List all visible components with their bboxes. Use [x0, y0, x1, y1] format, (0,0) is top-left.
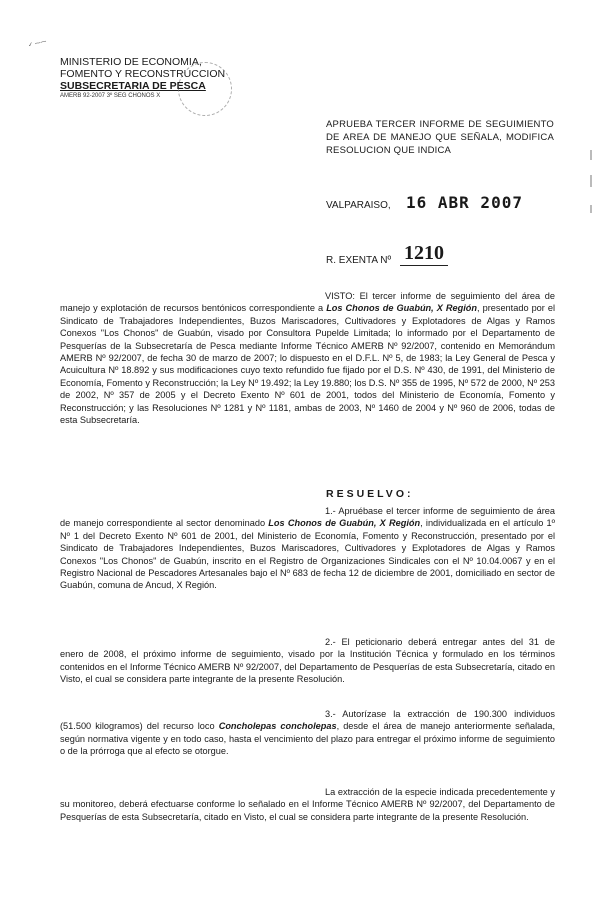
letterhead-ministry-cont: FOMENTO Y RECONSTRUCCION [60, 68, 226, 80]
item-text: de enero de 2008, el próximo informe de seguimiento, visado por la Institución Técnica y formulado en los términos contenidos en el Informe Técnico AMERB Nº 92/2007, del Departamento de Pesquerías de esta Subsecretaría, citado en Visto, el cual se considera parte integrante de la presente Resolución. [60, 637, 555, 685]
resolution-item-1 [60, 505, 555, 592]
item-lead: 1.- Apruébase el tercer informe de seguimiento [325, 506, 520, 516]
margin-annotation: ✓ ⁓⁓ [27, 39, 48, 49]
item-text: individuos (51.500 kilogramos) del recurso loco [60, 709, 555, 732]
margin-mark [590, 150, 592, 160]
item-text-cont: , desde el área de manejo anteriormente señalada, según normativa vigente y en todo caso, hasta el vencimiento del plazo para entregar el próximo informe de seguimiento o de la prórroga que al efecto se otorgue. [60, 721, 555, 757]
official-seal-icon [178, 62, 232, 116]
resuelvo-heading: RESUELVO: [326, 488, 414, 500]
date-stamp: 16 ABR 2007 [406, 193, 523, 212]
item-lead: 2.- El peticionario deberá entregar antes del 31 [325, 637, 540, 647]
resolution-number: 1210 [400, 242, 448, 266]
visto-text-cont: , presentado por el Sindicato de Trabajadores Independientes, Buzos Mariscadores, Cultivadores y Explotadores de Algas y Ramos Conexos "Los Chonos" de Guabún, visado por Consultora Pupelde Limitada; lo informado por el Departamento de Pesquerías de la Subsecretaría de Pesca mediante Informe Técnico AMERB Nº 92/2007, contenido en Memorándum AMERB Nº 92/2007, de fecha 30 de marzo de 2007; lo dispuesto en el D.F.L. Nº 5, de 1983; la Ley General de Pesca y Acuicultura Nº 18.892 y sus modificaciones cuyo texto refundido fue fijado por el D.S. Nº 430, de 1991, del Ministerio de Economía, Fomento y Reconstrucción; la Ley Nº 19.492; la Ley 19.880; los D.S. Nº 355 de 1995, Nº 572 de 2000, Nº 253 de 2002, Nº 357 de 2005 y el Decreto Exento Nº 601 de 2001, todos del Ministerio de Economía, Fomento y Reconstrucción; y las Resoluciones Nº 1281 y Nº 1181, ambas de 2003, Nº 1460 de 2004 y Nº 960 de 2006, todas de esta Subsecretaría. [60, 303, 556, 426]
visto-emphasis: Los Chonos de Guabún, X Región [326, 303, 478, 314]
letterhead-reference: AMERB 92-2007 3º SEG CHONOS X [60, 93, 161, 99]
letterhead-subsecretaria: SUBSECRETARIA DE PESCA [60, 80, 206, 92]
item-text: precedentemente y su monitoreo, deberá efectuarse conforme lo señalado en el Informe Técnico AMERB Nº 92/2007, del Departamento de Pesquerías de esta Subsecretaría, citado en Visto, el cual se considera parte integrante de la presente Resolución. [60, 787, 555, 822]
visto-text: El tercer informe de seguimiento del área de manejo y explotación de recursos bentónicos correspondiente a [60, 291, 555, 314]
visto-paragraph [60, 290, 555, 426]
resolution-number-label: R. EXENTA Nº [326, 255, 392, 266]
resolution-item-4 [60, 786, 555, 823]
item-lead: 3.- Autorízase la extracción de 190.300 [325, 709, 508, 719]
item-lead: La extracción de la especie indicada [325, 787, 474, 797]
item-text-cont: , individualizada en el artículo 1º Nº 1 del Decreto Exento Nº 601 de 2001, del Ministerio de Economía, Fomento y Reconstrucción, presentado por el Sindicato de Trabajadores Independientes, Buzos Mariscadores, Cultivadores y Explotadores de Algas y Ramos Conexos "Los Chonos" de Guabún, inscrito en el Registro de Organizaciones Sindicales con el Nº 10.04.0067 y en el Registro Nacional de Pescadores Artesanales bajo el Nº 683 de fecha 12 de diciembre de 2001, domiciliado en sector de Guabún, comuna de Ancud, X Región. [60, 518, 556, 591]
visto-lead: VISTO: [325, 291, 355, 301]
item-text: de área de manejo correspondiente al sector denominado [60, 506, 556, 529]
place-label: VALPARAISO, [326, 200, 391, 211]
margin-mark [590, 205, 592, 213]
item-emphasis: Concholepas concholepas [218, 721, 337, 732]
margin-mark [590, 175, 592, 187]
letterhead-ministry: MINISTERIO DE ECONOMIA, [60, 56, 202, 68]
resolution-subject: APRUEBA TERCER INFORME DE SEGUIMIENTO DE AREA DE MANEJO QUE SEÑALA, MODIFICA RESOLUCION QUE INDICA [326, 119, 554, 156]
resolution-item-3 [60, 708, 555, 758]
resolution-item-2 [60, 636, 555, 686]
item-emphasis: Los Chonos de Guabún, X Región [268, 518, 421, 529]
